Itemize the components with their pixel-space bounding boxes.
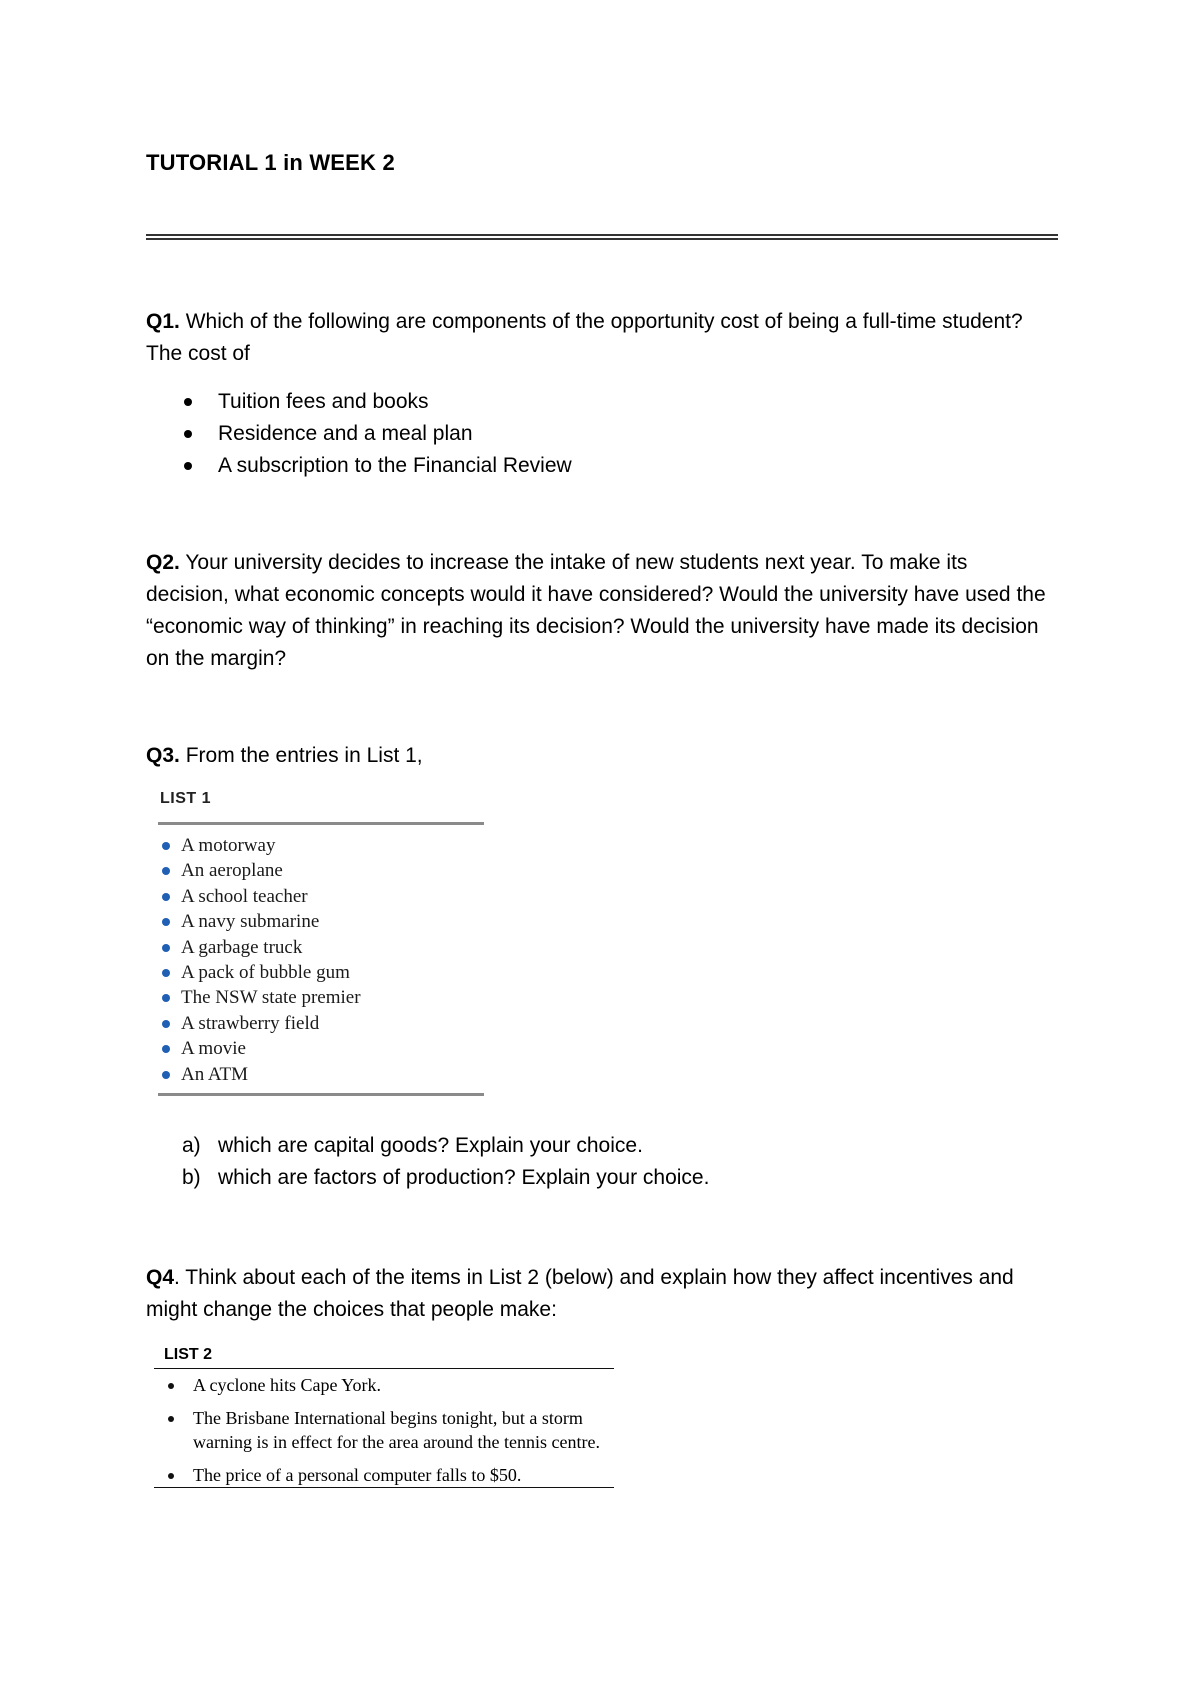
page-title: TUTORIAL 1 in WEEK 2: [146, 150, 395, 175]
list-item: A motorway: [158, 833, 484, 858]
list-item: A movie: [158, 1036, 484, 1061]
bullet-icon: [162, 842, 170, 850]
list-2-items: [154, 1369, 614, 1487]
list-1-items: [158, 825, 484, 1093]
bullet-icon: [162, 994, 170, 1002]
question-1-text: Which of the following are components of the opportunity cost of being a full-time student? The cost of: [146, 310, 1023, 365]
bullet-icon: [168, 1383, 174, 1389]
list-item: Residence and a meal plan: [146, 418, 572, 450]
question-1-number: Q1.: [146, 310, 180, 333]
list-item: A subscription to the Financial Review: [146, 450, 572, 482]
list-item: The price of a personal computer falls to $50.: [154, 1463, 614, 1487]
list-item: A school teacher: [158, 884, 484, 909]
bullet-icon: [184, 462, 192, 470]
question-4-text: . Think about each of the items in List 2 (below) and explain how they affect incentives and might change the choices that people make:: [146, 1266, 1014, 1321]
bullet-icon: [184, 398, 192, 406]
list-item: The Brisbane International begins tonight, but a storm warning is in effect for the area around the tennis centre.: [154, 1406, 614, 1454]
list-item: b) which are factors of production? Explain your choice.: [182, 1166, 710, 1189]
question-1-bullet-list: [146, 386, 572, 482]
question-4-number: Q4: [146, 1266, 175, 1289]
question-3-text: From the entries in List 1,: [179, 744, 423, 767]
bullet-icon: [162, 969, 170, 977]
list-item: a) which are capital goods? Explain your choice.: [182, 1134, 643, 1157]
list-1-title: LIST 1: [160, 790, 212, 807]
list-item: Tuition fees and books: [146, 386, 572, 418]
question-1: [146, 306, 1046, 370]
question-3-number: Q3.: [146, 744, 180, 767]
list-item: A cyclone hits Cape York.: [154, 1373, 614, 1397]
question-2-number: Q2.: [146, 551, 180, 574]
bullet-icon: [184, 430, 192, 438]
list-item: An ATM: [158, 1062, 484, 1087]
list-item: A navy submarine: [158, 909, 484, 934]
list-item: A pack of bubble gum: [158, 960, 484, 985]
question-2-text: Your university decides to increase the intake of new students next year. To make its decision, what economic concepts would it have considered? Would the university have used the “economic way of thinking” in reaching its decision? Would the university have made its decision on the margin?: [146, 551, 1046, 670]
bullet-icon: [168, 1416, 174, 1422]
question-3-parts: [146, 1130, 709, 1194]
double-divider: [146, 234, 1058, 240]
list-item: A strawberry field: [158, 1011, 484, 1036]
question-4: [146, 1262, 1046, 1326]
list-item: An aeroplane: [158, 858, 484, 883]
list-item: The NSW state premier: [158, 985, 484, 1010]
list-2-bottom-rule: [154, 1487, 614, 1488]
question-3: [146, 740, 1046, 772]
bullet-icon: [162, 1071, 170, 1079]
bullet-icon: [162, 1045, 170, 1053]
list-2-title: LIST 2: [164, 1346, 213, 1363]
bullet-icon: [168, 1473, 174, 1479]
bullet-icon: [162, 944, 170, 952]
list-1-figure: [158, 790, 484, 1096]
list-item: A garbage truck: [158, 935, 484, 960]
question-2: [146, 547, 1046, 675]
list-2-figure: [154, 1346, 614, 1488]
bullet-icon: [162, 918, 170, 926]
bullet-icon: [162, 1020, 170, 1028]
bullet-icon: [162, 893, 170, 901]
bullet-icon: [162, 867, 170, 875]
list-1-bottom-rule: [158, 1093, 484, 1096]
